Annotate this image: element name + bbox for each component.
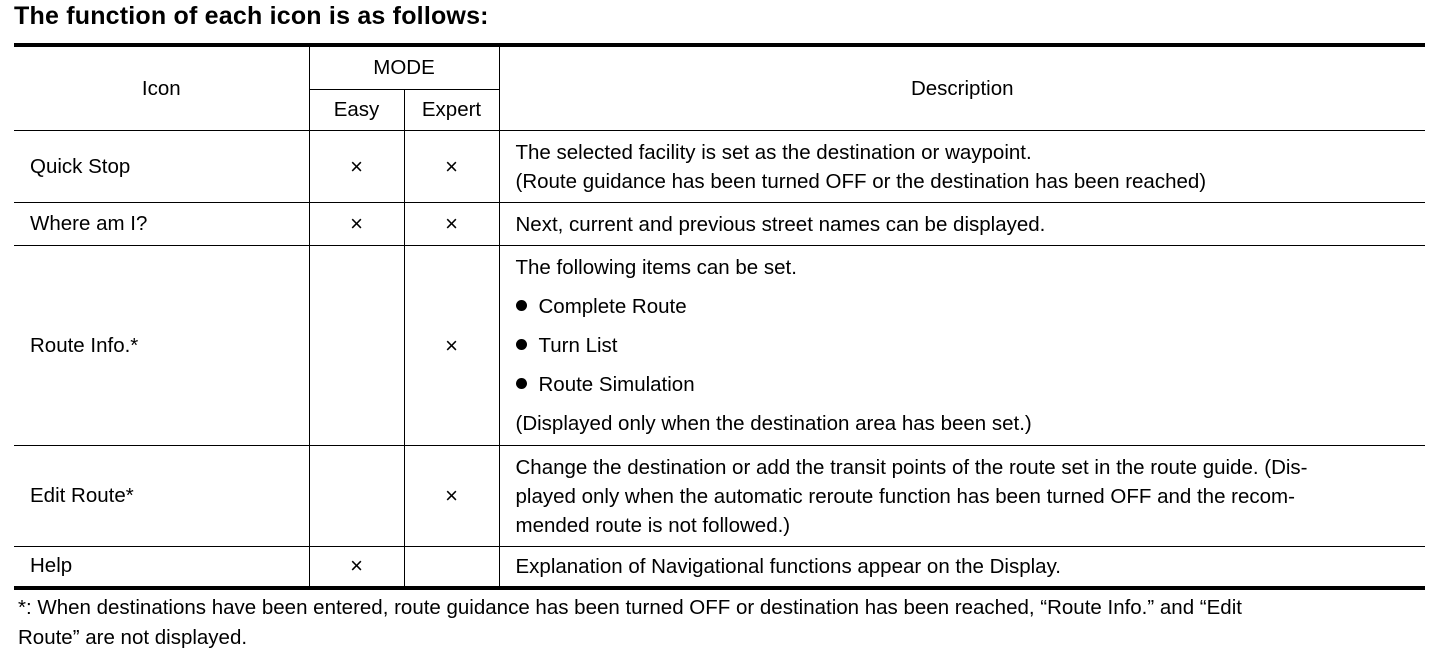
icon-name: Quick Stop [14, 131, 309, 203]
easy-mark: × [309, 203, 404, 246]
description-line: Change the destination or add the transit points of the route set in the route guide. (Dis- [515, 455, 1308, 479]
icon-name: Edit Route* [14, 446, 309, 547]
footnote [18, 593, 1428, 653]
icon-name: Route Info.* [14, 246, 309, 446]
description [499, 131, 1425, 203]
bullet-label: Turn List [538, 334, 618, 357]
bullet-icon [516, 339, 527, 350]
easy-mark [309, 446, 404, 547]
icon-function-table [14, 43, 1425, 590]
icon-name: Help [14, 547, 309, 588]
expert-mark: × [404, 246, 499, 446]
table-row [14, 131, 1425, 203]
description [499, 547, 1425, 588]
table-row [14, 446, 1425, 547]
description-line: Explanation of Navigational functions appear on the Display. [515, 554, 1061, 578]
bullet-item [516, 326, 1418, 365]
header-icon: Icon [14, 45, 309, 131]
description-line: mended route is not followed.) [515, 513, 791, 537]
description [499, 203, 1425, 246]
table-row [14, 203, 1425, 246]
description-line: played only when the automatic reroute function has been turned OFF and the recom- [515, 484, 1295, 508]
page-title: The function of each icon is as follows: [14, 2, 489, 30]
description-intro: The following items can be set. [515, 256, 797, 279]
header-mode: MODE [309, 45, 499, 90]
expert-mark: × [404, 203, 499, 246]
easy-mark: × [309, 131, 404, 203]
header-easy: Easy [309, 90, 404, 131]
description-outro: (Displayed only when the destination area has been set.) [515, 412, 1032, 435]
table-row [14, 547, 1425, 588]
description-line: The selected facility is set as the destination or waypoint. [515, 140, 1032, 164]
bullet-item [516, 287, 1418, 326]
bullet-icon [516, 300, 527, 311]
icon-name: Where am I? [14, 203, 309, 246]
description-line: (Route guidance has been turned OFF or the destination has been reached) [515, 169, 1207, 193]
expert-mark [404, 547, 499, 588]
table-row [14, 246, 1425, 446]
bullet-icon [516, 378, 527, 389]
easy-mark [309, 246, 404, 446]
description [499, 246, 1425, 446]
expert-mark: × [404, 446, 499, 547]
description [499, 446, 1425, 547]
header-expert: Expert [404, 90, 499, 131]
expert-mark: × [404, 131, 499, 203]
header-description: Description [499, 45, 1425, 131]
easy-mark: × [309, 547, 404, 588]
footnote-line: Route” are not displayed. [18, 626, 248, 649]
bullet-label: Complete Route [538, 295, 687, 318]
description-line: Next, current and previous street names can be displayed. [515, 212, 1046, 236]
bullet-item [516, 365, 1418, 404]
footnote-line: *: When destinations have been entered, route guidance has been turned OFF or destination has been reached, “Route Info.” and “Edit [18, 596, 1242, 619]
bullet-label: Route Simulation [538, 373, 695, 396]
